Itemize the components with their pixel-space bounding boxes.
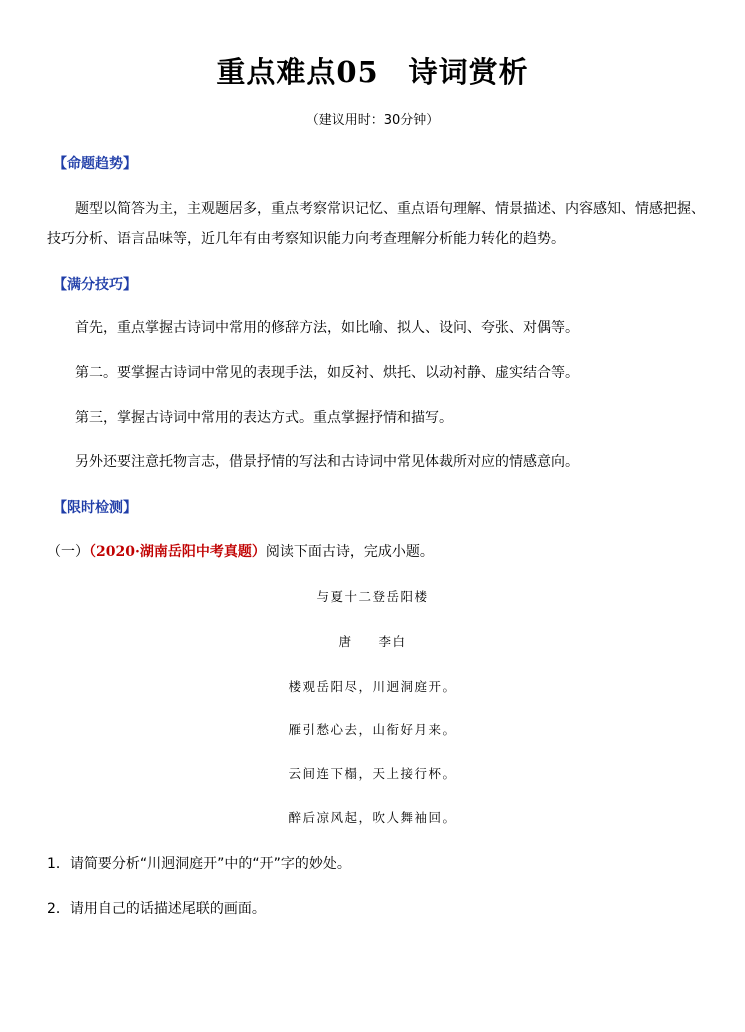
section-heading-trend: 【命题趋势】 bbox=[53, 156, 137, 172]
trend-paragraph: 题型以简答为主，主观题居多，重点考察常识记忆、重点语句理解、情景描述、内容感知、情感把握、技巧分析、语言品味等，近几年有由考察知识能力向考查理解分析能力转化的趋势。 bbox=[47, 201, 705, 247]
suggested-time: （建议用时：30分钟） bbox=[305, 113, 440, 128]
poem-author-name: 李白 bbox=[378, 634, 407, 649]
question-2: 2．请用自己的话描述尾联的画面。 bbox=[47, 901, 266, 917]
question-instruction: 阅读下面古诗，完成小题。 bbox=[265, 544, 434, 560]
poem-line-2: 雁引愁心去，山衔好月来。 bbox=[288, 722, 457, 737]
skill-item-1: 首先，重点掌握古诗词中常用的修辞方法，如比喻、拟人、设问、夸张、对偶等。 bbox=[75, 320, 579, 336]
poem-line-4: 醉后凉风起，吹人舞袖回。 bbox=[288, 810, 457, 825]
skill-item-4: 另外还要注意托物言志，借景抒情的写法和古诗词中常见体裁所对应的情感意向。 bbox=[75, 454, 579, 470]
section-heading-skills: 【满分技巧】 bbox=[53, 277, 137, 293]
skill-item-3: 第三，掌握古诗词中常用的表达方式。重点掌握抒情和描写。 bbox=[75, 410, 453, 426]
question-intro bbox=[47, 541, 434, 561]
question-number: （一） bbox=[47, 544, 89, 560]
poem-author bbox=[0, 632, 745, 650]
poem-dynasty: 唐 bbox=[338, 634, 353, 649]
page-title: 重点难点05 诗词赏析 bbox=[216, 55, 529, 89]
exam-source: （2020·湖南岳阳中考真题） bbox=[89, 544, 266, 560]
poem-line-3: 云间连下榻，天上接行杯。 bbox=[288, 766, 457, 781]
poem-title: 与夏十二登岳阳楼 bbox=[316, 589, 429, 604]
question-1: 1．请简要分析“川迥洞庭开”中的“开”字的妙处。 bbox=[47, 856, 351, 872]
skill-item-2: 第二。要掌握古诗词中常见的表现手法，如反衬、烘托、以动衬静、虚实结合等。 bbox=[75, 365, 579, 381]
poem-line-1: 楼观岳阳尽，川迥洞庭开。 bbox=[288, 679, 457, 694]
section-heading-test: 【限时检测】 bbox=[53, 500, 137, 516]
